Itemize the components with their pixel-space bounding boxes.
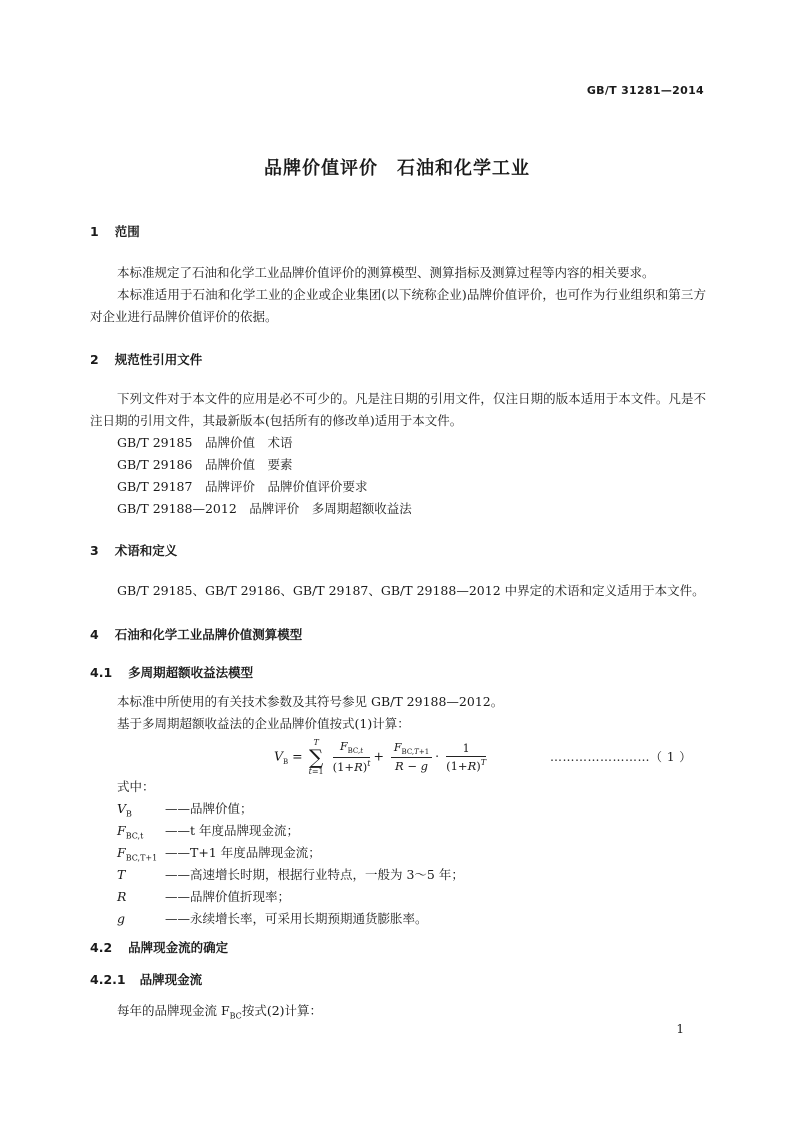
section-number: 2 bbox=[90, 352, 99, 367]
reference-item: GB/T 29185 品牌价值 术语 bbox=[117, 435, 293, 450]
where-label: 式中： bbox=[117, 779, 155, 794]
document-title: 品牌价值评价 石油和化学工业 bbox=[264, 158, 530, 179]
section-title: 品牌现金流 bbox=[139, 972, 203, 987]
fraction: $\frac{1}{(1+R)^T}$ bbox=[446, 741, 487, 773]
fraction: $\frac{F_{BC,t}}{(1+R)^t}$ bbox=[332, 740, 371, 774]
section-number: 4.2.1 bbox=[90, 972, 126, 987]
section-number: 4 bbox=[90, 627, 99, 642]
section-number: 3 bbox=[90, 543, 99, 558]
fraction: $\frac{F_{BC,T+1}}{R - g}$ bbox=[391, 741, 432, 773]
reference-item: GB/T 29186 品牌价值 要素 bbox=[117, 457, 293, 472]
symbol-definition: $V_B$ ——品牌价值； bbox=[117, 801, 253, 819]
section-title: 范围 bbox=[114, 224, 140, 239]
paragraph: GB/T 29185、GB/T 29186、GB/T 29187、GB/T 29188—2012 中界定的术语和定义适用于本文件。 bbox=[117, 583, 705, 598]
section-4-heading bbox=[90, 625, 302, 643]
paragraph: 本标准中所使用的有关技术参数及其符号参见 GB/T 29188—2012。 bbox=[117, 694, 504, 709]
equation-number: ……………………（ 1 ） bbox=[550, 750, 692, 764]
paragraph: 基于多周期超额收益法的企业品牌价值按式(1)计算： bbox=[117, 716, 410, 731]
formula-1: $V_B = T$ ∑ t=1 $\frac{F_{BC,t}}{(1+R)^t}$ + $\frac{F_{BC,T+1}}{R - g}$ · $\frac{1}{(1+R)^T}$ bbox=[274, 738, 487, 776]
section-4-2-heading bbox=[90, 938, 228, 956]
summation-symbol: T ∑ t=1 bbox=[308, 738, 324, 776]
paragraph: 本标准适用于石油和化学工业的企业或企业集团(以下统称企业)品牌价值评价，也可作为行业组织和第三方对企业进行品牌价值评价的依据。 bbox=[90, 287, 706, 324]
reference-item: GB/T 29187 品牌评价 品牌价值评价要求 bbox=[117, 479, 368, 494]
symbol-definition: $F_{BC,t}$ ——t 年度品牌现金流； bbox=[117, 823, 299, 841]
paragraph: 本标准规定了石油和化学工业品牌价值评价的测算模型、测算指标及测算过程等内容的相关要求。 bbox=[117, 265, 655, 280]
section-title: 规范性引用文件 bbox=[114, 352, 203, 367]
section-3-heading bbox=[90, 541, 177, 559]
section-2-heading bbox=[90, 350, 202, 368]
section-number: 1 bbox=[90, 224, 99, 239]
section-number: 4.2 bbox=[90, 940, 113, 955]
section-1-heading bbox=[90, 222, 140, 240]
symbol-definition: T ——高速增长时期，根据行业特点，一般为 3～5 年； bbox=[117, 867, 464, 882]
standard-number: GB/T 31281—2014 bbox=[586, 84, 704, 97]
symbol-definition: $F_{BC,T+1}$ ——T+1 年度品牌现金流； bbox=[117, 845, 321, 863]
symbol-definition: R ——品牌价值折现率； bbox=[117, 889, 291, 904]
section-title: 多周期超额收益法模型 bbox=[128, 665, 254, 680]
section-title: 石油和化学工业品牌价值测算模型 bbox=[114, 627, 303, 642]
section-title: 术语和定义 bbox=[114, 543, 178, 558]
section-4-1-heading bbox=[90, 663, 253, 681]
paragraph: 下列文件对于本文件的应用是必不可少的。凡是注日期的引用文件，仅注日期的版本适用于本文件。凡是不注日期的引用文件，其最新版本(包括所有的修改单)适用于本文件。 bbox=[90, 391, 706, 428]
symbol-definition: g ——永续增长率，可采用长期预期通货膨胀率。 bbox=[117, 911, 428, 926]
paragraph: 每年的品牌现金流 $F_{BC}$按式(2)计算： bbox=[117, 1003, 323, 1021]
page-number: 1 bbox=[676, 1022, 684, 1036]
section-4-2-1-heading bbox=[90, 970, 202, 988]
section-title: 品牌现金流的确定 bbox=[128, 940, 229, 955]
section-number: 4.1 bbox=[90, 665, 113, 680]
reference-item: GB/T 29188—2012 品牌评价 多周期超额收益法 bbox=[117, 501, 412, 516]
